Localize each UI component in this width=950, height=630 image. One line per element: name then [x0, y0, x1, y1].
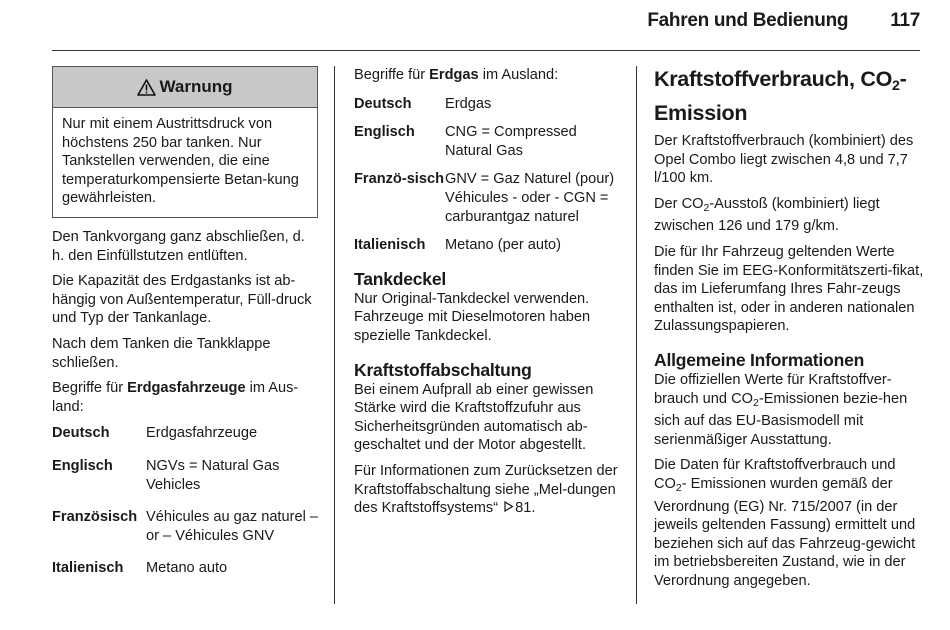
- vehicle-terms-table: [52, 424, 318, 578]
- term-row: [52, 457, 318, 494]
- term-definition: Metano auto: [146, 560, 228, 577]
- paragraph: Begriffe für Erdgasfahrzeuge im Aus-land:: [52, 380, 299, 415]
- general-info-section: [654, 350, 926, 591]
- paragraph: Bei einem Aufprall ab einer gewissen Stärke wird die Kraftstoffzufuhr aus Sicherheitsgründen automatisch ab-geschaltet und der Motor abgestellt.: [354, 381, 594, 454]
- paragraph: Nur Original-Tankdeckel verwenden. Fahrzeuge mit Dieselmotoren haben spezielle Tankdeckel.: [354, 290, 591, 344]
- paragraph: Die Kapazität des Erdgastanks ist ab-hängig von Außentemperatur, Füll-druck und Typ der Tankanlage.: [52, 273, 312, 327]
- term-row: [354, 123, 622, 160]
- paragraph: Nach dem Tanken die Tankklappe schließen.: [52, 335, 271, 371]
- warning-heading: [53, 67, 317, 108]
- header-divider: [52, 50, 920, 51]
- term-row: [52, 424, 318, 443]
- term-definition: Véhicules au gaz naturel – or – Véhicules GNV: [146, 509, 318, 544]
- column-divider-1: [334, 66, 335, 604]
- term-definition: CNG = Compressed Natural Gas: [445, 124, 577, 159]
- paragraph: Die für Ihr Fahrzeug geltenden Werte finden Sie im EEG-Konformitätszerti-fikat, das im Lieferumfang Ihres Fahr-zeugs enthalten ist, oder in anderen nationalen Zulassungspapieren.: [654, 243, 924, 335]
- fuel-cutoff-section: [354, 360, 622, 518]
- chapter-title: Fahren und Bedienung: [647, 10, 849, 31]
- tankdeckel-section: [354, 269, 622, 346]
- warning-heading-text: Warnung: [159, 76, 233, 96]
- warning-box: [52, 66, 318, 218]
- term-row: [52, 508, 318, 545]
- term-row: [354, 95, 622, 114]
- page-number: 117: [890, 10, 920, 31]
- paragraph: Begriffe für Erdgas im Ausland:: [354, 67, 559, 83]
- term-definition: Metano (per auto): [445, 237, 562, 254]
- paragraph: Der Kraftstoffverbrauch (kombiniert) des Opel Combo liegt zwischen 4,8 und 7,7 l/100 km.: [654, 133, 914, 187]
- column-divider-2: [636, 66, 637, 604]
- term-language: Deutsch: [354, 95, 412, 112]
- term-definition: GNV = Gaz Naturel (pour) Véhicules - oder - CGN = carburantgaz naturel: [445, 171, 615, 225]
- column-3: [654, 66, 926, 597]
- term-language: Franzö-sisch: [354, 171, 445, 188]
- term-definition: Erdgas: [445, 95, 492, 112]
- term-language: Englisch: [354, 124, 415, 141]
- section-heading: Tankdeckel: [354, 268, 447, 289]
- paragraph: Die Daten für Kraftstoffverbrauch und $CO_2-$ Emissionen wurden gemäß der Verordnung (EG) Nr. 715/2007 (in der jeweils geltenden Fassung) ermittelt und beziehen sich auf das Fahrzeug-gewicht im betriebsbereiten Zustand, wie in der Verordnung angegeben.: [654, 457, 916, 589]
- term-row: [354, 170, 622, 226]
- column-2: [354, 66, 622, 525]
- gas-terms-table: [354, 95, 622, 255]
- page-header: [0, 10, 920, 32]
- term-language: Englisch: [52, 457, 113, 474]
- term-language: Italienisch: [354, 237, 426, 254]
- term-row: [354, 236, 622, 255]
- paragraph: Der $CO_2$-Ausstoß (kombiniert) liegt zwischen 126 und 179 g/km.: [654, 195, 880, 235]
- section-heading: Kraftstoffabschaltung: [354, 359, 532, 380]
- paragraph: Die offiziellen Werte für Kraftstoffver-brauch und $CO_2$-Emissionen bezie-hen sich auf das EU-Basismodell mit serienmäßiger Ausstattung.: [654, 371, 908, 448]
- term-definition: NGVs = Natural Gas Vehicles: [146, 457, 280, 493]
- page-reference-arrow-icon: [503, 501, 514, 512]
- term-language: Französisch: [52, 509, 138, 526]
- section-heading: Allgemeine Informationen: [654, 349, 865, 370]
- paragraph: Den Tankvorgang ganz abschließen, d. h. den Einfüllstutzen entlüften.: [52, 228, 305, 264]
- warning-text: Nur mit einem Austrittsdruck von höchstens 250 bar tanken. Nur Tankstellen verwenden, die eine temperaturkompensierte Betan-kung gewährleisten.: [62, 116, 299, 207]
- term-row: [52, 559, 318, 578]
- term-language: Deutsch: [52, 425, 110, 442]
- warning-triangle-icon: [137, 79, 156, 96]
- column-1: [52, 66, 318, 592]
- term-language: Italienisch: [52, 560, 124, 577]
- paragraph: Für Informationen zum Zurücksetzen der Kraftstoffabschaltung siehe „Mel-dungen des Kraftstoffsystems“ 81.: [354, 462, 618, 517]
- term-definition: Erdgasfahrzeuge: [146, 425, 258, 442]
- page-reference-link[interactable]: 81: [515, 500, 532, 517]
- section-title: Kraftstoffverbrauch, $CO_2$-Emission: [654, 67, 907, 125]
